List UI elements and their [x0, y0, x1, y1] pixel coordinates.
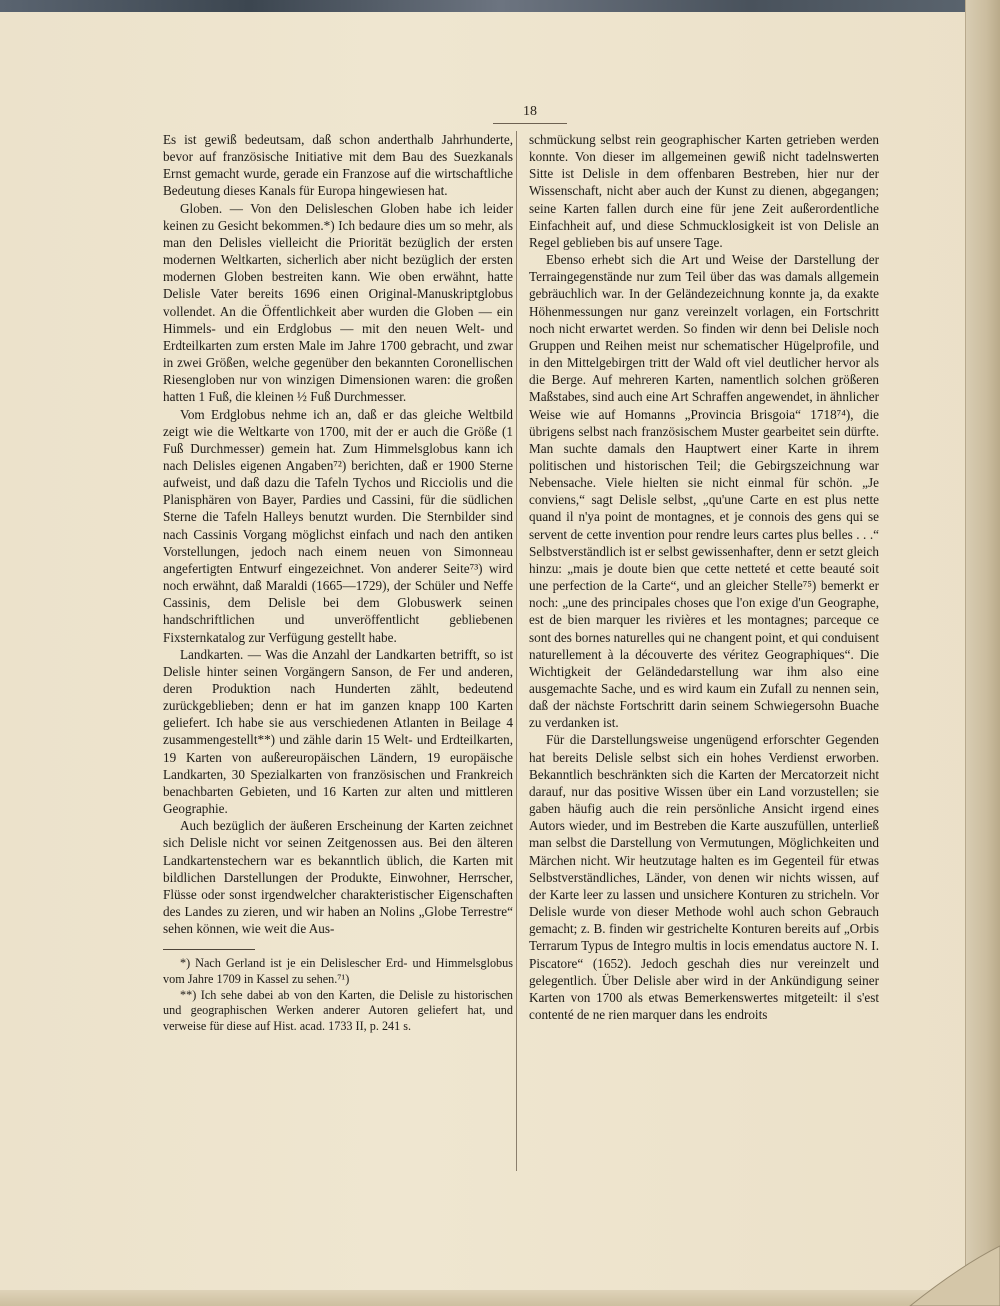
paragraph: Ebenso erhebt sich die Art und Weise der Darstellung der Terraingegenstände nur zum Teil über das was damals allgemein gebräuchlich war. In der Geländezeichnung konnte ja, da exakte Höhenmessungen nur ganz vereinzelt vorlagen, ein Fortschritt noch nicht erwartet werden. So finden wir denn bei Delisle noch Gruppen und Reihen meist nur schematischer Hügelprofile, und in den Mittelgebirgen tritt der Wald oft viel deutlicher hervor als die Berge. Auf mehreren Karten, namentlich solchen größeren Maßstabes, sind auch eine Art Schraffen angewendet, in ähnlicher Weise wie auf Homanns „Provincia Brisgoia“ 1718⁷⁴), die übrigens selbst nach französischem Muster gearbeitet sein dürfte. Man suchte damals den Hauptwert einer Karte in ihrem politischen und historischen Teil; die Gebirgszeichnung war Nebensache. Viele hielten sie nicht einmal für schön. „Je conviens,“ sagt Delisle selbst, „qu'une Carte en est plus nette quand il n'ya point de montagnes, et je connois des gens qui se servent de cette invention pour rendre leurs cartes plus belles . . .“ Selbstverständlich ist er selbst gewissenhafter, denn er setzt gleich hinzu: „mais je doute bien que cette netteté et cette beauté soit une perfection de la Carte“, und an gleicher Stelle⁷⁵) bemerkt er noch: „une des principales choses que l'on exige d'un Geographe, est de bien marquer les rivières et les montagnes; parceque ce sont des bornes naturelles qui ne changent point, et qui conduisent naturellement à la découverte des véritez Geographiques“. Die Wichtigkeit der Geländedarstellung war ihm also eine ausgemachte Sache, und es wird kaum ein Zufall zu nennen sein, daß der nächste Fortschritt darin seinem Schwiegersohn Buache zu verdanken ist. [529, 252, 879, 731]
footnote: *) Nach Gerland ist je ein Delislescher Erd- und Himmelsglobus vom Jahre 1709 in Kassel zu sehen.⁷¹) [163, 956, 513, 986]
column-divider [516, 131, 517, 1171]
page-edge-right [965, 0, 1000, 1306]
binding-strip [0, 0, 1000, 12]
paragraph-globen: Globen. — Von den Delisleschen Globen habe ich leider keinen zu Gesicht bekommen.*) Ich bedaure dies um so mehr, als man den Delisles vielleicht die Priorität bezüglich der ersten modernen Weltkarten, sicherlich aber nicht bezüglich der ersten modernen Globen bestreiten kann. Wie oben erwähnt, hatte Delisle Vater bereits 1696 einen Original-Manuskriptglobus vollendet. An die Öffentlichkeit aber wurden die Globen — ein Himmels- und ein Erdglobus — mit den neuen Welt- und Erdteilkarten zum ersten Male im Jahre 1700 gebracht, und zwar in zwei Größen, welche gegenüber den bekannten Coronellischen Riesengloben nur von winzigen Dimensionen waren: die großen hatten 1 Fuß, die kleinen ½ Fuß Durchmesser. [163, 200, 513, 405]
paragraph: Vom Erdglobus nehme ich an, daß er das gleiche Weltbild zeigt wie die Weltkarte von 1700, mit der er auch die Größe (1 Fuß Durchmesser) gemein hat. Zum Himmelsglobus kann ich nach Delisles eigenen Angaben⁷²) berichten, daß er 1900 Sterne aufweist, und daß dazu die Tafeln Tychos und Ricciolis und die Planisphären von Bayer, Pardies und Cassini, für die südlichen Sterne die Tafeln Halleys benutzt wurden. Die Sternbilder sind nach Cassinis Vorgang möglichst einfach und nach den antiken Vorstellungen, jedoch nach einem neuen von Simonneau angefertigten Entwurf eingezeichnet. Von anderer Seite⁷³) wird noch erwähnt, daß Maraldi (1665—1729), der Schüler und Neffe Cassinis, dem Delisle bei dem Globuswerk seinen handschriftlichen und unveröffentlicht gebliebenen Fixsternkatalog zur Verfügung gestellt habe. [163, 406, 513, 645]
page-number: 18 [523, 104, 537, 119]
footnotes [163, 956, 513, 1034]
header-rule [493, 123, 567, 124]
paragraph: schmückung selbst rein geographischer Karten getrieben werden konnte. Von dieser im allgemeinen gewiß nicht tadelnswerten Sitte ist Delisle in dem offenbaren Bestreben, hier nur der Wissenschaft, nicht aber auch der Kunst zu dienen, abgegangen; seine Karten fallen durch eine für jene Zeit außerordentliche Einfachheit auf, und diese Schmucklosigkeit ist von Delisle an Regel geblieben bis auf unsere Tage. [529, 132, 879, 250]
left-column [163, 131, 513, 1034]
paragraph: Es ist gewiß bedeutsam, daß schon anderthalb Jahrhunderte, bevor auf französische Initiative mit dem Bau des Suezkanals Ernst gemacht wurde, gerade ein Franzose auf die wirtschaftliche Bedeutung dieses Kanals für Europa hingewiesen hat. [163, 132, 513, 199]
right-column [529, 131, 879, 1023]
paragraph-landkarten: Landkarten. — Was die Anzahl der Landkarten betrifft, so ist Delisle hinter seinen Vorgängern Sanson, de Fer und anderen, deren Produktion nach Hunderten zählt, bedeutend zurückgeblieben; denn er hat im ganzen knapp 100 Karten geliefert. Ich habe sie aus verschiedenen Atlanten in Beilage 4 zusammengestellt**) und zähle darin 15 Welt- und Erdteilkarten, 19 Karten von außereuropäischen Ländern, 19 europäische Landkarten, 30 Spezialkarten von französischen und Frankreich benachbarten Gebieten, und 16 Karten zur alten und mittleren Geographie. [163, 646, 513, 817]
page-corner-fold [850, 1226, 1000, 1306]
footnote: **) Ich sehe dabei ab von den Karten, die Delisle zu historischen und geographischen Werken anderer Autoren geliefert hat, und verweise für diese auf Hist. acad. 1733 II, p. 241 s. [163, 987, 513, 1033]
footnote-rule [163, 949, 255, 950]
paragraph: Für die Darstellungsweise ungenügend erforschter Gegenden hat bereits Delisle selbst sich ein hohes Verdienst erworben. Bekanntlich beschränkten sich die Karten der Mercatorzeit nicht darauf, nur das positive Wissen über ein Land vorzustellen; sie gaben häufig auch die rein persönliche Ansicht irgend eines Autors wieder, und im Bestreben die Karte auszufüllen, unterließ man selbst die Darstellung von Vermutungen, Möglichkeiten und Märchen nicht. Wir heutzutage halten es im Gegenteil für etwas Selbstverständliches, Länder, von denen wir nichts wissen, auf der Karte leer zu lassen und unsichere Konturen zu stricheln. Vor Delisle wurde von dieser Methode wohl auch schon Gebrauch gemacht; z. B. finden wir gestrichelte Konturen bereits auf „Orbis Terrarum Typus de Integro multis in locis emendatus auctore N. I. Piscatore“ (1652). Jedoch geschah dies nur vereinzelt und gelegentlich. Über Delisle aber wird in der Ankündigung seiner Karten von 1700 als etwas Bemerkenswertes mitgeteilt: il s'est contenté de ne rien marquer dans les endroits [529, 732, 879, 1022]
paragraph: Auch bezüglich der äußeren Erscheinung der Karten zeichnet sich Delisle nicht vor seinen Zeitgenossen aus. Bei den älteren Landkartenstechern war es bekanntlich üblich, die Karten mit bildlichen Darstellungen der Produkte, Einwohner, Herrscher, Flüsse oder sonst irgendwelcher charakteristischer Eigenschaften des Landes zu zieren, und wir haben an Nolins „Globe Terrestre“ sehen können, wie weit die Aus- [163, 818, 513, 937]
